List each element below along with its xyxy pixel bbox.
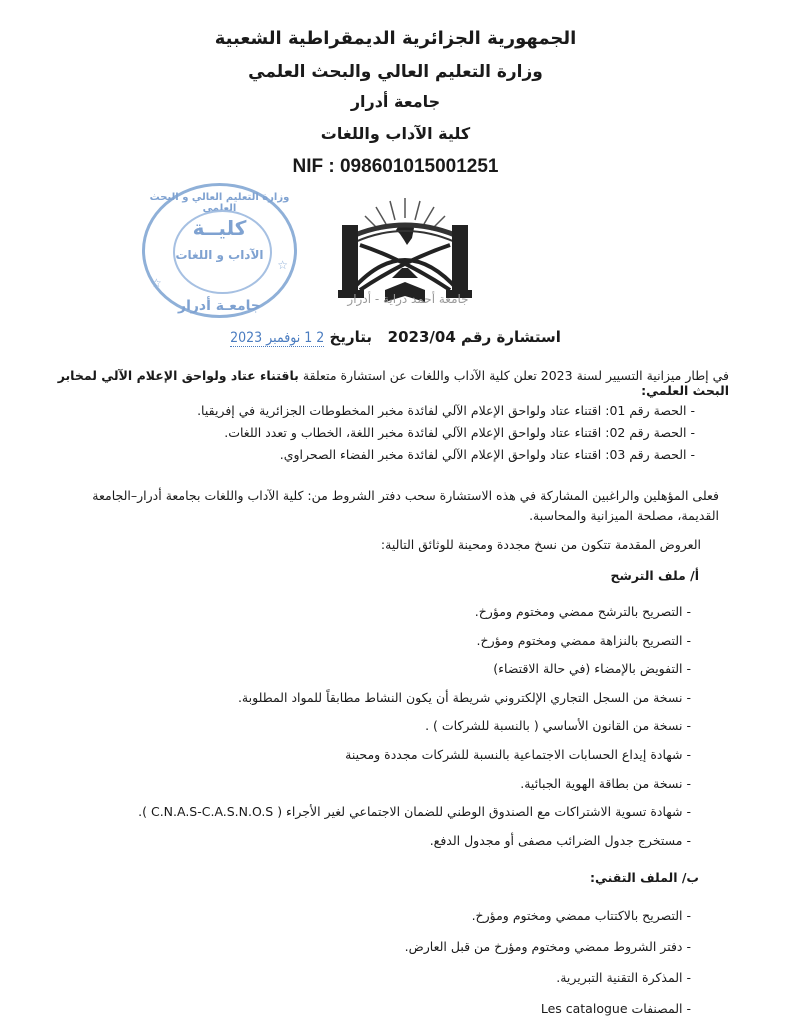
date-label: بتاريخ — [329, 328, 372, 346]
section-b-list — [131, 900, 691, 1024]
list-item: - نسخة من بطاقة الهوية الجبائية. — [520, 775, 691, 791]
lots-list — [95, 400, 695, 466]
header-faculty: كلية الآداب واللغات — [320, 124, 471, 143]
right-tower-icon — [446, 225, 472, 298]
intro-text: في إطار ميزانية التسيير لسنة 2023 تعلن كلية الآداب واللغات عن استشارة متعلقة — [298, 368, 729, 383]
list-item: - التفويض بالإمضاء (في حالة الاقتضاء) — [493, 661, 691, 677]
list-item: - نسخة من السجل التجاري الإلكتروني شريطة أن يكون النشاط مطابقاً للمواد المطلوبة. — [237, 689, 691, 705]
list-item: - المذكرة التقنية التبريرية. — [556, 970, 691, 985]
faculty-stamp — [142, 183, 297, 318]
conditions-paragraph: فعلى المؤهلين والراغبين المشاركة في هذه الاستشارة سحب دفتر الشروط من: كلية الآداب واللغات بجامعة أدرار–الجامعة القديمة، مصلحة الميزانية والمحاسبة. — [92, 488, 719, 523]
section-a-list — [131, 598, 691, 855]
list-item: - التصريح بالاكتتاب ممضي ومختوم ومؤرخ. — [471, 908, 691, 923]
left-tower-icon — [338, 225, 364, 298]
list-item: - دفتر الشروط ممضي ومختوم ومؤرخ من قبل العارض. — [404, 939, 691, 954]
list-item: - نسخة من القانون الأساسي ( بالنسبة للشركات ) . — [425, 718, 691, 734]
stamp-center-bottom: الآداب و اللغات — [175, 248, 264, 262]
header-ministry: وزارة التعليم العالي والبحث العلمي — [248, 62, 543, 82]
star-icon: ☆ — [151, 276, 162, 290]
list-item: - المصنفات Les catalogue — [540, 1001, 691, 1016]
section-a-title: أ/ ملف الترشح — [610, 568, 699, 583]
stamp-ring-bottom: جامعـة أدرار — [178, 298, 261, 314]
header-nif: NIF : 098601015001251 — [292, 156, 499, 177]
consultation-label: استشارة رقم — [461, 328, 561, 346]
list-item: - الحصة رقم 02: اقتناء عتاد ولواحق الإعلام الآلي لفائدة مخبر اللغة، الخطاب و تعدد اللغات. — [95, 422, 695, 444]
offers-paragraph: العروض المقدمة تتكون من نسخ مجددة ومحينة للوثائق التالية: — [380, 537, 701, 552]
stamp-center-top: كليــة — [192, 216, 247, 240]
section-b-title: ب/ الملف التقني: — [589, 870, 699, 885]
list-item: - شهادة تسوية الاشتراكات مع الصندوق الوطني للضمان الاجتماعي لغير الأجراء ( C.N.A.S-C.A.S.N.O.S ). — [138, 804, 691, 820]
list-item: - الحصة رقم 01: اقتناء عتاد ولواحق الإعلام الآلي لفائدة مخبر المخطوطات الجزائرية في إفريقيا. — [95, 400, 695, 422]
intro-bold: باقتناء عتاد ولواحق الإعلام الآلي لمخابر البحث العلمي: — [57, 368, 729, 398]
header-university: جامعة أدرار — [350, 92, 441, 111]
list-item: - مستخرج جدول الضرائب مصفى أو مجدول الدفع. — [429, 832, 691, 848]
consultation-line — [0, 328, 791, 346]
list-item: - التصريح بالنزاهة ممضي ومختوم ومؤرخ. — [476, 632, 691, 648]
stamp-ring-top: وزارة التعليم العالي و البحث العلمي — [149, 192, 290, 214]
header-republic: الجمهورية الجزائرية الديمقراطية الشعبية — [214, 28, 577, 49]
list-item: - شهادة إيداع الحسابات الاجتماعية بالنسبة للشركات مجددة ومحينة — [345, 746, 691, 762]
date-stamp: 2 1 نوفمبر 2023 — [230, 330, 325, 346]
intro-paragraph — [49, 368, 729, 398]
list-item: - التصريح بالترشح ممضي ومختوم ومؤرخ. — [474, 604, 691, 619]
logo-caption: جامعة أحمد دراية - أدرار — [347, 292, 469, 306]
list-item: - الحصة رقم 03: اقتناء عتاد ولواحق الإعلام الآلي لفائدة مخبر الفضاء الصحراوي. — [95, 444, 695, 466]
star-icon: ☆ — [277, 258, 288, 272]
consultation-number: 2023/04 — [387, 328, 456, 346]
